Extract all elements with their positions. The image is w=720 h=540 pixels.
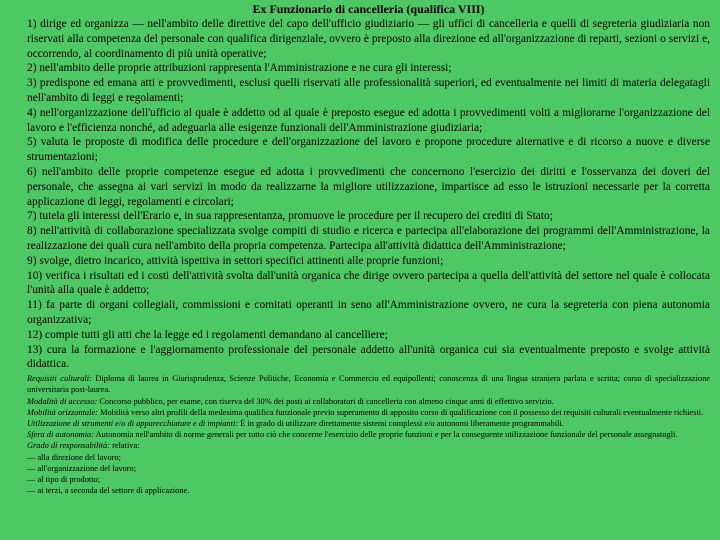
responsibility-item bbox=[27, 463, 710, 474]
responsibility-item bbox=[27, 485, 710, 496]
requirement-item bbox=[27, 440, 710, 451]
requirement-item bbox=[27, 373, 710, 395]
requirement-text: Concorso pubblico, per esame, con riserva del 30% dei posti ai collaboratori di cancelleria con almeno cinque anni di effettivo servizio. bbox=[97, 396, 554, 406]
requirement-text: Mobilità verso altri profili della medesima qualifica funzionale previo superamento di apposito corso di qualificazione con il possesso dei requisiti culturali eventualmente richiesti. bbox=[97, 407, 704, 417]
duties-list bbox=[27, 17, 710, 372]
duty-item: 12) compie tutti gli atti che la legge ed i regolamenti demandano al cancelliere; bbox=[27, 328, 388, 341]
duty-item: 5) valuta le proposte di modifica delle procedure e dell'organizzazione del lavoro e propone procedure alternative e di ricorso a nuove e diverse strumentazioni; bbox=[27, 136, 710, 164]
requirement-text: — alla direzione del lavoro; bbox=[27, 452, 121, 462]
requirements-section bbox=[27, 373, 710, 496]
requirement-label: Sfera di autonomia: bbox=[27, 430, 94, 440]
duty-item: 6) nell'ambito delle proprie competenze esegue ed adotta i provvedimenti che concernono l'esercizio dei diritti e l'osservanza dei doveri del personale, che assegna ai vari servizi in modo da realizzarne la migliore utilizzazione, impartisce ad esso le istruzioni necessarie per la corretta applicazione di leggi, regolamenti e circolari; bbox=[27, 165, 710, 208]
requirement-item bbox=[27, 396, 710, 407]
requirement-text: È in grado di utilizzare direttamente sistemi complessi e/o autonomi liberamente programmabili. bbox=[238, 418, 564, 428]
duty-item: 8) nell'attività di collaborazione specializzata svolge compiti di studio e ricerca e partecipa all'elaborazione dei programmi dell'Amministrazione, la realizzazione dei quali cura nell'ambito della propria competenza. Partecipa all'attività didattica dell'Amministrazione; bbox=[27, 225, 710, 252]
requirement-item bbox=[27, 407, 710, 418]
requirement-text: relativa: bbox=[109, 441, 140, 451]
duty-item: 7) tutela gli interessi dell'Erario e, in sua rappresentanza, promuove le procedure per il recupero dei crediti di Stato; bbox=[27, 210, 553, 223]
duty-item: 3) predispone ed emana atti e provvedimenti, esclusi quelli riservati alle professionalità superiori, ed eventualmente nei limiti di materia delegatagli nell'ambito di leggi e regolamenti; bbox=[27, 77, 710, 104]
duty-item: 2) nell'ambito delle proprie attribuzioni rappresenta l'Amministrazione e ne cura gli interessi; bbox=[27, 62, 452, 75]
requirement-label: Mobilità orizzontale: bbox=[27, 407, 98, 417]
duty-item: 13) cura la formazione e l'aggiornamento professionale del personale addetto all'unità organica cui sia eventualmente preposto e svolge attività didattica. bbox=[27, 343, 710, 371]
requirement-item bbox=[27, 429, 710, 440]
requirement-text: Autonomia nell'ambito di norme generali per tutto ciò che concerne l'esercizio delle proprie funzioni e per la conseguente utilizzazione funzionale del personale assegnatogli. bbox=[94, 430, 678, 440]
duty-item: 1) dirige ed organizza — nell'ambito delle direttive del capo dell'ufficio giudiziario — gli uffici di cancelleria e quelli di segreteria giudiziaria non riservati alla competenza del personale con qualifica dirigenziale, ovvero è preposto alla direzione ed all'organizzazione di reparti, sezioni o servizi e, occorrendo, al coordinamento di più unità operative; bbox=[27, 18, 710, 60]
requirement-text: — ai terzi, a seconda del settore di applicazione. bbox=[27, 486, 190, 496]
duty-item: 9) svolge, dietro incarico, attività ispettiva in settori specifici attinenti alle proprie funzioni; bbox=[27, 254, 444, 267]
requirement-item bbox=[27, 418, 710, 429]
duty-item: 4) nell'organizzazione dell'ufficio al quale è addetto od al quale è preposto esegue ed adotta i provvedimenti volti a migliorarne l'organizzazione del lavoro e l'efficienza nonché, ad adeguarla alle esigenze funzionali dell'Amministrazione giudiziaria; bbox=[27, 106, 710, 134]
duty-item: 10) verifica i risultati ed i costi dell'attività svolta dall'unità organica che dirige ovvero partecipa a quella dell'attività del settore nel quale è collocata l'unità alla quale è addetto; bbox=[27, 269, 710, 297]
requirement-label: Utilizzazione di strumenti e/o di apparecchiature e di impianti: bbox=[27, 418, 239, 428]
requirement-text: Diploma di laurea in Giurisprudenza, Scienze Politiche, Economia e Commercio ed equipollenti; conoscenza di una lingua straniera parlata e scritta; corso di specializzazione universitaria post-laurea. bbox=[27, 374, 710, 395]
requirement-label: Requisiti culturali: bbox=[27, 374, 92, 384]
responsibility-item bbox=[27, 452, 710, 463]
requirement-label: Grado di responsabilità: bbox=[27, 441, 110, 451]
requirement-text: — al tipo di prodotto; bbox=[27, 474, 101, 484]
document-title: Ex Funzionario di cancelleria (qualifica VIII) bbox=[252, 2, 485, 16]
requirement-text: — all'organizzazione del lavoro; bbox=[27, 463, 137, 473]
requirement-label: Modalità di accesso: bbox=[27, 396, 98, 406]
duty-item: 11) fa parte di organi collegiali, commissioni e comitati operanti in seno all'Amministrazione ovvero, ne cura la segreteria con piena autonomia organizzativa; bbox=[27, 299, 710, 326]
responsibility-item bbox=[27, 474, 710, 485]
